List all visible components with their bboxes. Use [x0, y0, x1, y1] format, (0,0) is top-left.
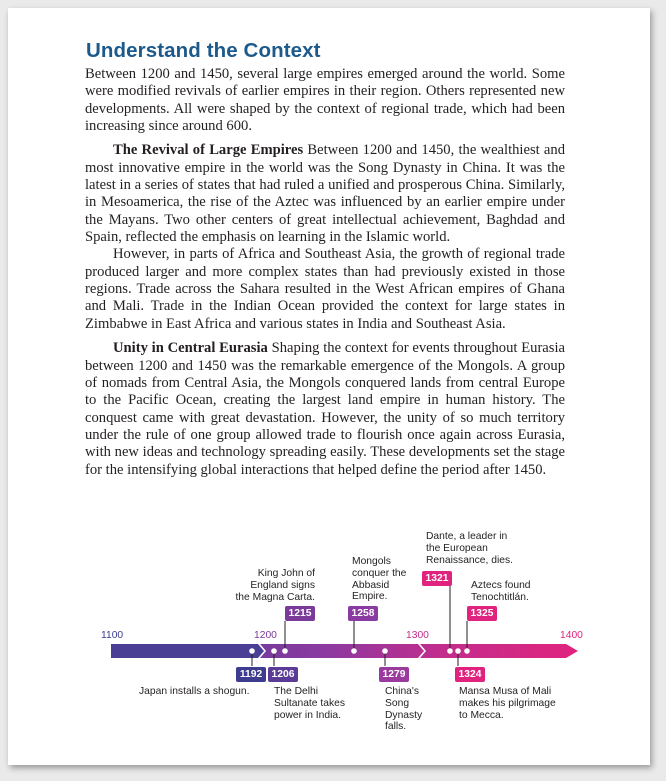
event-label-1279-line: Dynasty [385, 709, 423, 721]
badge-1321: 1321 [422, 571, 452, 586]
event-label-1279-line: China's [385, 686, 420, 697]
event-label-1321-line: Dante, a leader in [426, 531, 508, 542]
paragraph-eurasia-body: Shaping the context for events throughout Eurasia between 1200 and 1450 was the remarkable emergence of the Mongols. A group of nomads from Central Asia, the Mongols conquered lands from central Europe to the Pacific Ocean, creating the largest land empire in human history. The conquest came with great devastation. However, the unity of so much territory under the rule of one group allowed trade to flourish once again across Eurasia, with new ideas and technology spreading easily. These developments set the stage for the intensifying global interactions that helped define the period after 1450. [85, 340, 565, 478]
axis-label-1300: 1300 [406, 630, 429, 641]
event-label-1192: Japan installs a shogun. [139, 686, 250, 697]
event-label-1258 [352, 556, 406, 603]
event-label-1206-line: The Delhi [274, 686, 319, 697]
event-label-1324-line: Mansa Musa of Mali [459, 686, 552, 697]
event-label-1206 [274, 686, 345, 721]
badge-1215: 1215 [285, 606, 315, 621]
event-label-1258-line: Abbasid [352, 579, 390, 591]
event-label-1279-line: falls. [385, 721, 407, 733]
paragraph-intro: Between 1200 and 1450, several large empires emerged around the world. Some were modified revivals of earlier empires in their region. Others represented new developments. All were shaped by the context of regional trade, which had been increasing since around 600. [85, 66, 565, 135]
badge-1258: 1258 [348, 606, 378, 621]
dot-1192 [249, 648, 255, 654]
event-label-1324 [459, 686, 556, 721]
event-label-1215 [227, 568, 315, 603]
axis-label-1100: 1100 [101, 630, 124, 641]
paragraph-revival-body: Between 1200 and 1450, the wealthiest and most innovative empire in the world was the Song Dynasty in China. It was the latest in a series of states that had ruled a unified and prosperous China. Similarly, in Mesoamerica, the rise of the Aztec was influenced by an earlier empire under the Mayans. Two other centers of great intellectual achievement, Baghdad and Spain, reflected the emphasis on learning in the Islamic world. [85, 142, 565, 246]
section-heading: Understand the Context [86, 39, 321, 62]
event-label-1321 [426, 531, 513, 566]
dot-1215 [282, 648, 288, 654]
axis-label-1400: 1400 [560, 630, 583, 641]
event-label-1215-line: the Magna Carta. [235, 591, 315, 603]
event-label-1279-line: Song [385, 697, 410, 709]
event-label-1321-line: Renaissance, dies. [426, 554, 514, 566]
timeline-bar [111, 644, 264, 658]
paragraph-africa-asia: However, in parts of Africa and Southeast Asia, the growth of regional trade produced larger and more complex states than had previously existed in those regions. Trade across the Sahara resulted in the West African empires of Ghana and Mali. Trade in the Indian Ocean provided the context for large states in Zimbabwe in East Africa and various states in India and Southeast Asia. [85, 246, 565, 332]
dot-1279 [382, 648, 388, 654]
dot-1321 [447, 648, 453, 654]
event-label-1215-line: England signs [250, 579, 315, 591]
subhead-revival: The Revival of Large Empires [113, 142, 304, 159]
dot-1206 [271, 648, 277, 654]
badge-1279: 1279 [379, 667, 409, 682]
event-label-1324-line: makes his pilgrimage [459, 697, 556, 709]
event-label-1321-line: the European [426, 542, 488, 554]
dot-1258 [351, 648, 357, 654]
dot-1324 [455, 648, 461, 654]
badge-1325: 1325 [467, 606, 497, 621]
event-label-1279 [385, 686, 422, 733]
badge-1324: 1324 [455, 667, 485, 682]
event-label-1258-line: Empire. [352, 591, 388, 603]
badge-1192: 1192 [236, 667, 266, 682]
event-label-1206-line: power in India. [274, 709, 341, 721]
event-label-1215-line: King John of [257, 568, 315, 579]
event-label-1325-line: Tenochtitlán. [471, 591, 529, 603]
event-label-1324-line: to Mecca. [459, 709, 504, 721]
event-label-1325-line: Aztecs found [471, 580, 531, 591]
dot-1325 [464, 648, 470, 654]
badge-1206: 1206 [268, 667, 298, 682]
event-label-1258-line: conquer the [352, 567, 407, 579]
subhead-eurasia: Unity in Central Eurasia [113, 340, 268, 357]
event-label-1325 [471, 580, 531, 604]
event-label-1206-line: Sultanate takes [274, 697, 345, 709]
timeline-bar-segment-1300 [420, 644, 578, 658]
axis-label-1200: 1200 [254, 630, 277, 641]
event-label-1258-line: Mongols [352, 556, 391, 567]
